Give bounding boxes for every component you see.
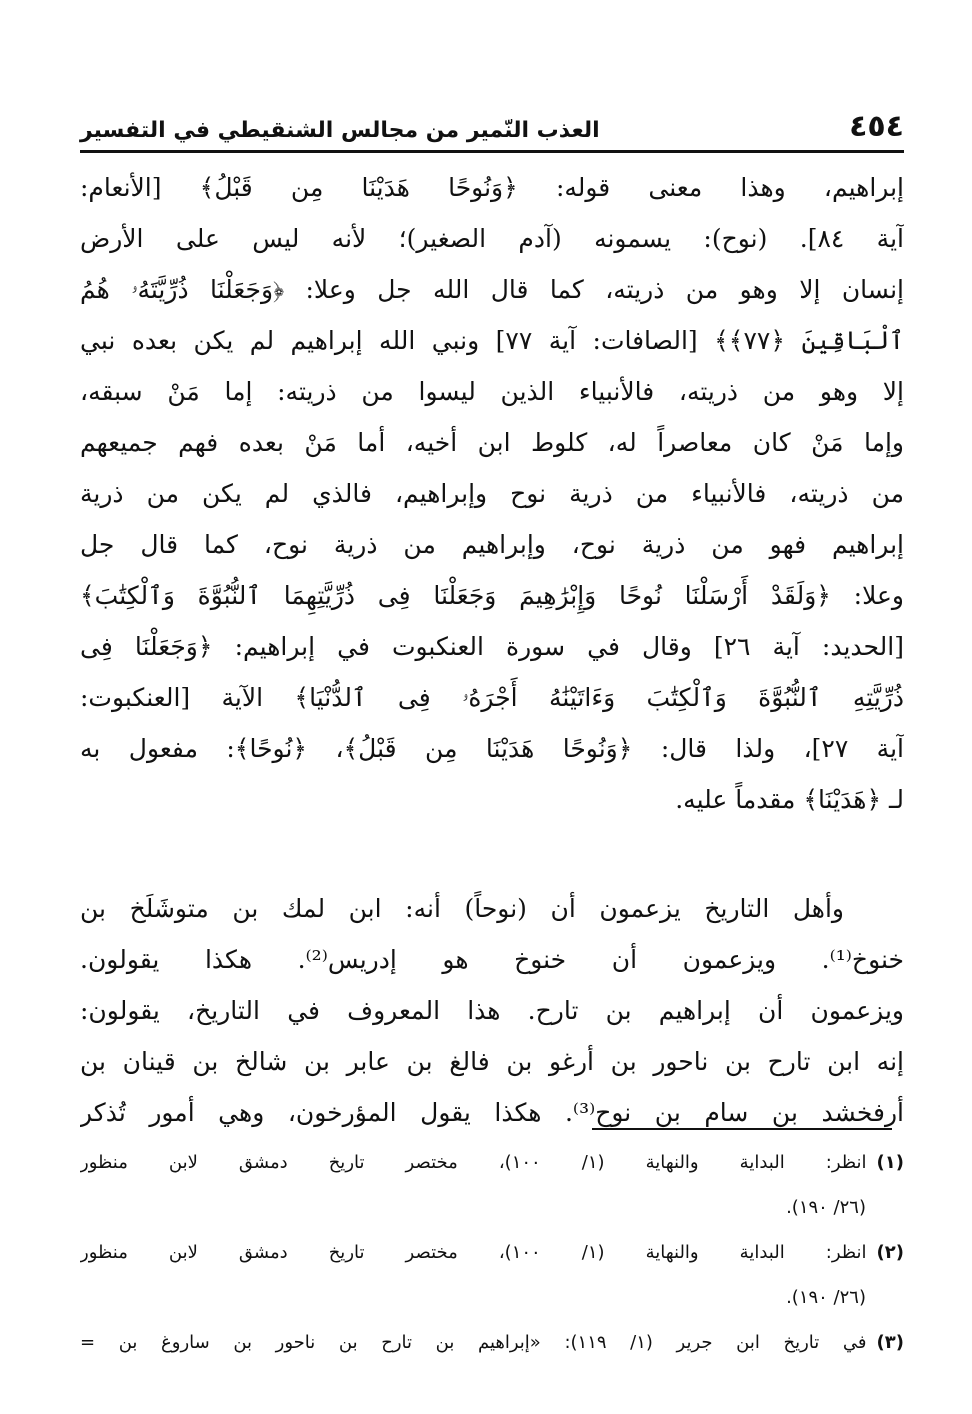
text-line: وإما مَنْ كان معاصراً له، كلوط ابن أخيه، أما مَنْ بعده فهم جميعهم — [80, 428, 904, 457]
footnote-2-continuation: (٢٦/ ١٩٠). — [786, 1287, 866, 1308]
text-line: ويزعمون أن إبراهيم بن تارح. هذا المعروف في التاريخ، يقولون: — [80, 996, 904, 1025]
text-line: أرفخشد بن سام بن نوح⁽³⁾. هكذا يقول المؤرخون، وهي أمور تُذكر — [80, 1098, 904, 1127]
footnote-text: انظر: البداية والنهاية (١/ ١٠٠)، مختصر تاريخ دمشق لابن منظور — [80, 1242, 867, 1263]
text-line: إبراهيم فهو من ذرية نوح، وإبراهيم من ذرية نوح، كما قال جل — [80, 530, 904, 559]
text-line: ذُرِّيَّتِهِ ٱلنُّبُوَّةَ وَٱلْكِتَٰبَ وَءَاتَيْنَٰهُ أَجْرَهُۥ فِى ٱلدُّنْيَا﴾ الآية [العنكبوت: — [80, 683, 904, 712]
text-line: إنسان إلا وهو من ذريته، كما قال الله جل وعلا: ﴿وَجَعَلْنَا ذُرِّيَّتَهُۥ هُمُ — [80, 275, 904, 304]
running-title: العذب النّمير من مجالس الشنقيطي في التفسير — [80, 118, 600, 143]
text-line: إبراهيم، وهذا معنى قوله: ﴿وَنُوحًا هَدَيْنَا مِن قَبْلُ﴾ [الأنعام: — [80, 173, 904, 202]
text-line: وأهل التاريخ يزعمون أن (نوحاً) أنه: ابن لمك بن متوشَلَخ بن — [80, 894, 844, 923]
text-line: إلا وهو من ذريته، فالأنبياء الذين ليسوا من ذريته: إما مَنْ سبقه، — [80, 377, 904, 406]
paragraph-gap — [80, 825, 904, 883]
text-line: آية ٢٧]، ولذا قال: ﴿وَنُوحًا هَدَيْنَا مِن قَبْلُ﴾، ﴿نُوحًا﴾: مفعول به — [80, 734, 904, 763]
footnote-number: (٢) — [876, 1242, 904, 1263]
footnotes — [80, 1140, 904, 1365]
footnote-1 — [80, 1140, 904, 1185]
text-line: وعلا: ﴿وَلَقَدْ أَرْسَلْنَا نُوحًا وَإِبْرَٰهِيمَ وَجَعَلْنَا فِى ذُرِّيَّتِهِمَا ٱلنُّبُوَّةَ وَٱلْكِتَٰبَ﴾ — [80, 581, 904, 610]
text-line: لـ ﴿هَدَيْنَا﴾ مقدماً عليه. — [675, 785, 904, 814]
body-text — [80, 162, 904, 1138]
text-line: ٱلْبَاقِينَ ﴿٧٧﴾﴾ [الصافات: آية ٧٧] ونبي الله إبراهيم لم يكن بعده نبي — [80, 326, 904, 355]
footnote-1-continuation: (٢٦/ ١٩٠). — [786, 1197, 866, 1218]
header-rule — [80, 150, 904, 153]
text-line: من ذريته، فالأنبياء من ذرية نوح وإبراهيم، فالذي لم يكن من ذرية — [80, 479, 904, 508]
text-line: خنوخ⁽¹⁾. ويزعمون أن خنوخ هو إدريس⁽²⁾. هكذا يقولون. — [80, 945, 904, 974]
footnote-number: (٣) — [876, 1332, 904, 1353]
footnote-separator — [592, 1128, 892, 1130]
footnote-2 — [80, 1230, 904, 1275]
footnote-text: انظر: البداية والنهاية (١/ ١٠٠)، مختصر تاريخ دمشق لابن منظور — [80, 1152, 867, 1173]
text-line: آية ٨٤]. (نوح): يسمونه (آدم الصغير)؛ لأنه ليس على الأرض — [80, 224, 904, 253]
text-line: [الحديد: آية ٢٦] وقال في سورة العنكبوت في إبراهيم: ﴿وَجَعَلْنَا فِى — [80, 632, 904, 661]
page-header — [80, 92, 904, 142]
footnote-text: في تاريخ ابن جرير (١/ ١١٩): «إبراهيم بن تارح بن ناحور بن ساروغ بن = — [80, 1332, 867, 1353]
page-number: ٤٥٤ — [849, 109, 904, 144]
footnote-3 — [80, 1320, 904, 1365]
footnote-number: (١) — [876, 1152, 904, 1173]
text-line: إنه ابن تارح بن ناحور بن أرغو بن فالغ بن عابر بن شالخ بن قينان بن — [80, 1047, 904, 1076]
